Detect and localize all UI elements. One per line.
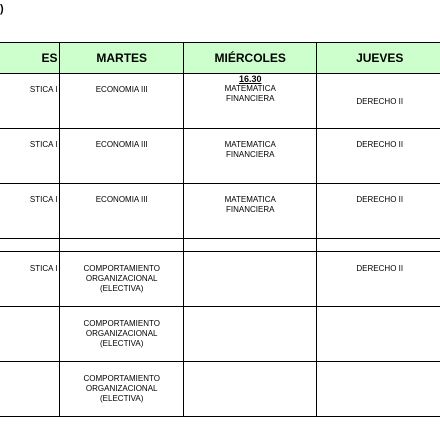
cell-lunes	[0, 307, 60, 362]
header-miercoles: MIÉRCOLES	[183, 43, 317, 74]
cell-miercoles: 16.30 MATEMATICA FINANCIERA	[183, 74, 317, 129]
cell-lunes	[0, 362, 60, 417]
cell-martes: ECONOMIA III	[60, 74, 183, 129]
table-row	[0, 74, 440, 129]
cell-jueves: DERECHO II	[317, 252, 440, 307]
empty-cell	[317, 239, 440, 252]
cell-miercoles	[183, 307, 317, 362]
empty-cell	[183, 239, 317, 252]
header-martes: MARTES	[60, 43, 183, 74]
header-jueves: JUEVES	[317, 43, 440, 74]
cell-martes: ECONOMIA III	[60, 129, 183, 184]
table-row	[0, 184, 440, 239]
cell-jueves: DERECHO II	[317, 74, 440, 129]
cell-jueves	[317, 307, 440, 362]
cell-lunes: STICA I	[0, 74, 60, 129]
table-row	[0, 129, 440, 184]
cell-lunes: STICA I	[0, 129, 60, 184]
cell-jueves	[317, 362, 440, 417]
table-row	[0, 362, 440, 417]
cell-miercoles: MATEMATICA FINANCIERA	[183, 184, 317, 239]
corner-mark: )	[0, 3, 4, 15]
cell-martes: ECONOMIA III	[60, 184, 183, 239]
empty-cell	[60, 239, 183, 252]
separator-row	[0, 239, 440, 252]
cell-martes: COMPORTAMIENTO ORGANIZACIONAL (ELECTIVA)	[60, 307, 183, 362]
cell-miercoles	[183, 252, 317, 307]
table-row	[0, 252, 440, 307]
schedule-table	[0, 42, 440, 417]
cell-miercoles: MATEMATICA FINANCIERA	[183, 129, 317, 184]
cell-martes: COMPORTAMIENTO ORGANIZACIONAL (ELECTIVA)	[60, 252, 183, 307]
header-lunes: ES	[0, 43, 60, 74]
empty-cell	[0, 239, 60, 252]
cell-lunes: STICA I	[0, 184, 60, 239]
cell-martes: COMPORTAMIENTO ORGANIZACIONAL (ELECTIVA)	[60, 362, 183, 417]
cell-jueves: DERECHO II	[317, 129, 440, 184]
cell-lunes: STICA I	[0, 252, 60, 307]
cell-miercoles	[183, 362, 317, 417]
header-row	[0, 43, 440, 74]
table-row	[0, 307, 440, 362]
time-label: 16.30	[238, 74, 262, 84]
cell-jueves: DERECHO II	[317, 184, 440, 239]
